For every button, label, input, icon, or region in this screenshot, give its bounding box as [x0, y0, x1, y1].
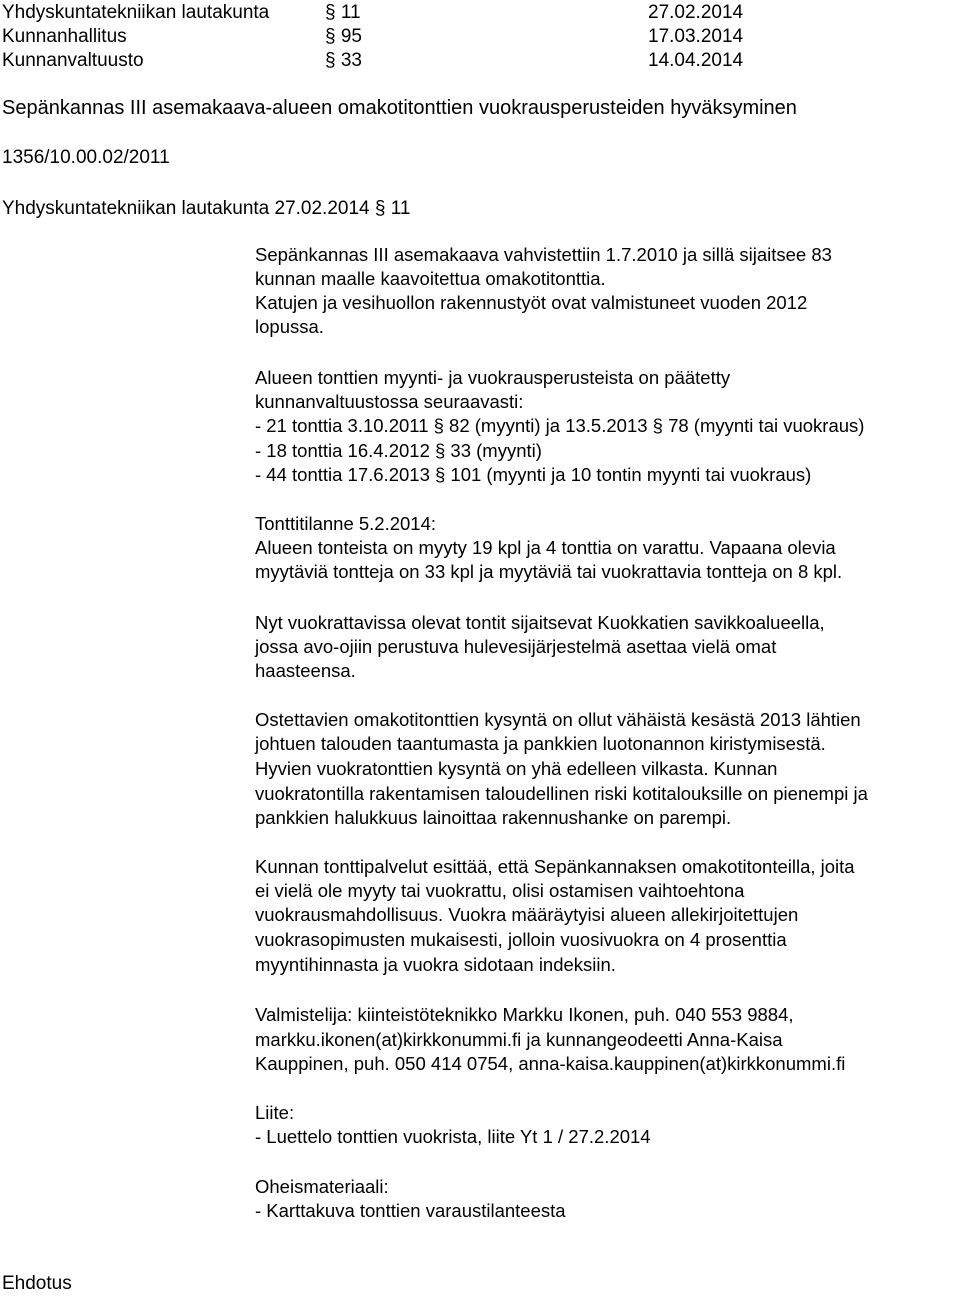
body-line: Oheismateriaali: — [255, 1176, 389, 1197]
header-section-1: § 11 — [325, 2, 361, 23]
header-body-2: Kunnanhallitus — [2, 26, 127, 47]
header-section-2: § 95 — [325, 26, 362, 47]
body-line: Kunnan tonttipalvelut esittää, että Sepänkannaksen omakotitonteilla, joita — [255, 856, 855, 877]
body-line: Kauppinen, puh. 050 414 0754, anna-kaisa.kauppinen(at)kirkkonummi.fi — [255, 1053, 846, 1074]
body-line: - Karttakuva tonttien varaustilanteesta — [255, 1200, 566, 1221]
body-line: vuokrasopimusten mukaisesti, jolloin vuosivuokra on 4 prosenttia — [255, 929, 787, 950]
header-body-1: Yhdyskuntatekniikan lautakunta — [2, 2, 270, 23]
page-title: Sepänkannas III asemakaava-alueen omakotitonttien vuokrausperusteiden hyväksyminen — [2, 97, 797, 119]
header-date-2: 17.03.2014 — [648, 26, 744, 47]
body-line: Alueen tonteista on myyty 19 kpl ja 4 tonttia on varattu. Vapaana olevia — [255, 537, 836, 558]
body-line: Katujen ja vesihuollon rakennustyöt ovat valmistuneet vuoden 2012 — [255, 292, 808, 313]
body-line: markku.ikonen(at)kirkkonummi.fi ja kunnangeodeetti Anna-Kaisa — [255, 1029, 783, 1050]
body-line: johtuen talouden taantumasta ja pankkien luotonannon kiristymisestä. — [255, 733, 826, 754]
file-number: 1356/10.00.02/2011 — [2, 147, 170, 168]
body-line: pankkien halukkuus lainoittaa rakennushanke on parempi. — [255, 807, 732, 828]
header-date-1: 27.02.2014 — [648, 2, 744, 23]
body-line: myytäviä tontteja on 33 kpl ja myytäviä tai vuokrattavia tontteja on 8 kpl. — [255, 561, 843, 582]
body-line: jossa avo-ojiin perustuva hulevesijärjestelmä asettaa vielä omat — [255, 636, 777, 657]
body-line: - 44 tonttia 17.6.2013 § 101 (myynti ja 10 tontin myynti tai vuokraus) — [255, 464, 812, 485]
header-section-3: § 33 — [325, 50, 362, 71]
body-line: Tonttitilanne 5.2.2014: — [255, 513, 437, 534]
body-line: ei vielä ole myyty tai vuokrattu, olisi ostamisen vaihtoehtona — [255, 880, 745, 901]
body-line: Liite: — [255, 1102, 295, 1123]
body-line: vuokrausmahdollisuus. Vuokra määräytyisi alueen allekirjoitettujen — [255, 904, 799, 925]
body-line: - 21 tonttia 3.10.2011 § 82 (myynti) ja 13.5.2013 § 78 (myynti tai vuokraus) — [255, 415, 865, 436]
body-line: Valmistelija: kiinteistöteknikko Markku Ikonen, puh. 040 553 9884, — [255, 1004, 794, 1025]
body-line: Nyt vuokrattavissa olevat tontit sijaitsevat Kuokkatien savikkoalueella, — [255, 612, 825, 633]
body-line: kunnan maalle kaavoitettua omakotitonttia. — [255, 268, 606, 289]
meeting-line: Yhdyskuntatekniikan lautakunta 27.02.2014 § 11 — [2, 198, 411, 219]
header-body-3: Kunnanvaltuusto — [2, 50, 144, 71]
body-line: - 18 tonttia 16.4.2012 § 33 (myynti) — [255, 440, 542, 461]
body-line: Ostettavien omakotitonttien kysyntä on ollut vähäistä kesästä 2013 lähtien — [255, 709, 861, 730]
body-line: myyntihinnasta ja vuokra sidotaan indeksiin. — [255, 954, 616, 975]
proposal-label: Ehdotus — [2, 1273, 72, 1294]
body-line: haasteensa. — [255, 660, 356, 681]
body-line: lopussa. — [255, 316, 324, 337]
body-line: kunnanvaltuustossa seuraavasti: — [255, 391, 524, 412]
body-line: Sepänkannas III asemakaava vahvistettiin 1.7.2010 ja sillä sijaitsee 83 — [255, 244, 832, 265]
body-line: vuokratontilla rakentamisen taloudellinen riski kotitalouksille on pienempi ja — [255, 783, 868, 804]
body-line: Hyvien vuokratonttien kysyntä on yhä edelleen vilkasta. Kunnan — [255, 758, 778, 779]
header-date-3: 14.04.2014 — [648, 50, 744, 71]
body-line: Alueen tonttien myynti- ja vuokrausperusteista on päätetty — [255, 367, 731, 388]
body-line: - Luettelo tonttien vuokrista, liite Yt 1 / 27.2.2014 — [255, 1126, 651, 1147]
